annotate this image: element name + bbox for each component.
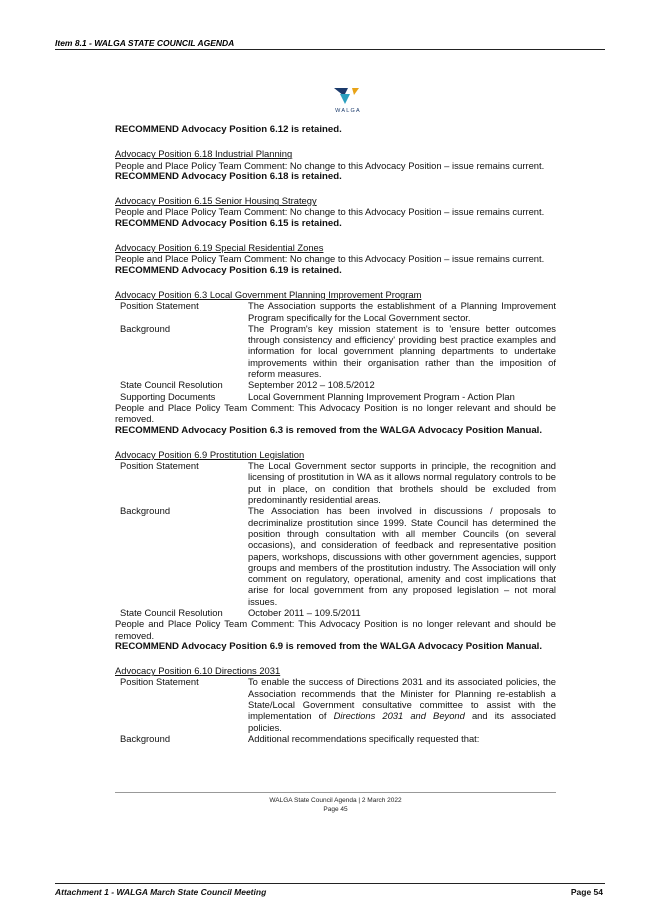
table-row [115, 505, 556, 607]
row-value: The Program's key mission statement is to 'ensure better outcomes through consistency and efficiency' providing best practice examples and information for local government planning departments to undertake improvements within their organisation rather than the imposition of reform measures. [248, 322, 556, 380]
attachment-page-number: Page 54 [570, 887, 603, 897]
section-title-6-15: Advocacy Position 6.15 Senior Housing Strategy [115, 195, 317, 207]
document-body [115, 124, 556, 744]
team-comment: People and Place Policy Team Comment: This Advocacy Position is no longer relevant and should be removed. [115, 618, 556, 641]
section-title-6-18: Advocacy Position 6.18 Industrial Planning [115, 148, 293, 160]
team-comment: People and Place Policy Team Comment: This Advocacy Position is no longer relevant and should be removed. [115, 401, 556, 425]
row-value: The Association has been involved in discussions / proposals to decriminalize prostitution since 1999. State Council has determined the position through consultation with all member Councils (on several occasions), and consideration of feedback and representative position papers, workshops, discussions with other government agencies, support groups and members of the prostitution industry. The Association will only comment on regulatory, operational, amenity and cost implications that arise for local government from any proposed legislation – not moral issues. [248, 505, 556, 607]
row-label: Position Statement [120, 676, 199, 688]
row-value-emphasis: Directions 2031 and Beyond [333, 710, 465, 722]
row-value [248, 676, 556, 732]
table-row [115, 733, 556, 744]
section-title-6-10: Advocacy Position 6.10 Directions 2031 [115, 665, 281, 677]
header-rule [55, 49, 605, 50]
bottom-rule [55, 883, 605, 884]
recommendation-6-15: RECOMMEND Advocacy Position 6.15 is retained. [115, 217, 342, 229]
team-comment: People and Place Policy Team Comment: No change to this Advocacy Position – issue remains current. [115, 253, 545, 265]
row-label: Position Statement [120, 460, 199, 472]
walga-logo [328, 86, 368, 122]
team-comment: People and Place Policy Team Comment: No change to this Advocacy Position – issue remains current. [115, 159, 545, 171]
table-row [115, 460, 556, 505]
row-value: September 2012 – 108.5/2012 [248, 379, 375, 391]
page-header: Item 8.1 - WALGA STATE COUNCIL AGENDA [55, 38, 235, 48]
row-label: Supporting Documents [120, 390, 216, 402]
row-label: Background [120, 322, 171, 334]
table-row [115, 323, 556, 379]
row-value-part: To enable the success of Directions 2031 and its associated policies, the Association recommends that the Minister for Planning re-establish a State/Local Government consultative committee to assist with the implementation of [248, 676, 556, 722]
recommendation-6-18: RECOMMEND Advocacy Position 6.18 is retained. [115, 170, 342, 182]
footer-page-number: Page 45 [323, 806, 348, 813]
attachment-label: Attachment 1 - WALGA March State Council Meeting [55, 887, 267, 897]
row-label: State Council Resolution [120, 606, 223, 618]
team-comment: People and Place Policy Team Comment: No change to this Advocacy Position – issue remains current. [115, 206, 545, 218]
logo-wordmark: WALGA [335, 108, 361, 114]
row-value: October 2011 – 109.5/2011 [248, 606, 361, 618]
walga-logo-icon [328, 86, 368, 108]
recommendation-6-12: RECOMMEND Advocacy Position 6.12 is retained. [115, 124, 342, 135]
row-value: The Association supports the establishment of a Planning Improvement Program specifically for the Local Government sector. [248, 300, 556, 323]
table-row [115, 676, 556, 732]
recommendation-6-3: RECOMMEND Advocacy Position 6.3 is removed from the WALGA Advocacy Position Manual. [115, 424, 543, 436]
row-label: Background [120, 732, 171, 744]
row-label: State Council Resolution [120, 379, 223, 391]
table-row [115, 300, 556, 323]
table-row [115, 391, 556, 402]
table-row [115, 607, 556, 618]
row-label: Position Statement [120, 300, 199, 312]
footer-rule [115, 792, 556, 793]
row-value: The Local Government sector supports in principle, the recognition and licensing of prostitution in WA as it allows normal regulatory controls to be put in place, on condition that brothels should be excluded from predominantly residential areas. [248, 460, 556, 506]
section-title-6-9: Advocacy Position 6.9 Prostitution Legislation [115, 448, 305, 460]
row-value: Additional recommendations specifically requested that: [248, 732, 480, 744]
row-value-part: and its associated policies. [248, 710, 556, 733]
table-row [115, 379, 556, 390]
section-title-6-3: Advocacy Position 6.3 Local Government Planning Improvement Program [115, 288, 422, 300]
section-title-6-19: Advocacy Position 6.19 Special Residential Zones [115, 242, 324, 254]
recommendation-6-19: RECOMMEND Advocacy Position 6.19 is retained. [115, 264, 342, 276]
footer-agenda-line: WALGA State Council Agenda | 2 March 2022 [269, 797, 402, 804]
recommendation-6-9: RECOMMEND Advocacy Position 6.9 is removed from the WALGA Advocacy Position Manual. [115, 640, 543, 652]
row-label: Background [120, 505, 171, 517]
page-footer [115, 796, 556, 814]
row-value: Local Government Planning Improvement Program - Action Plan [248, 390, 515, 402]
